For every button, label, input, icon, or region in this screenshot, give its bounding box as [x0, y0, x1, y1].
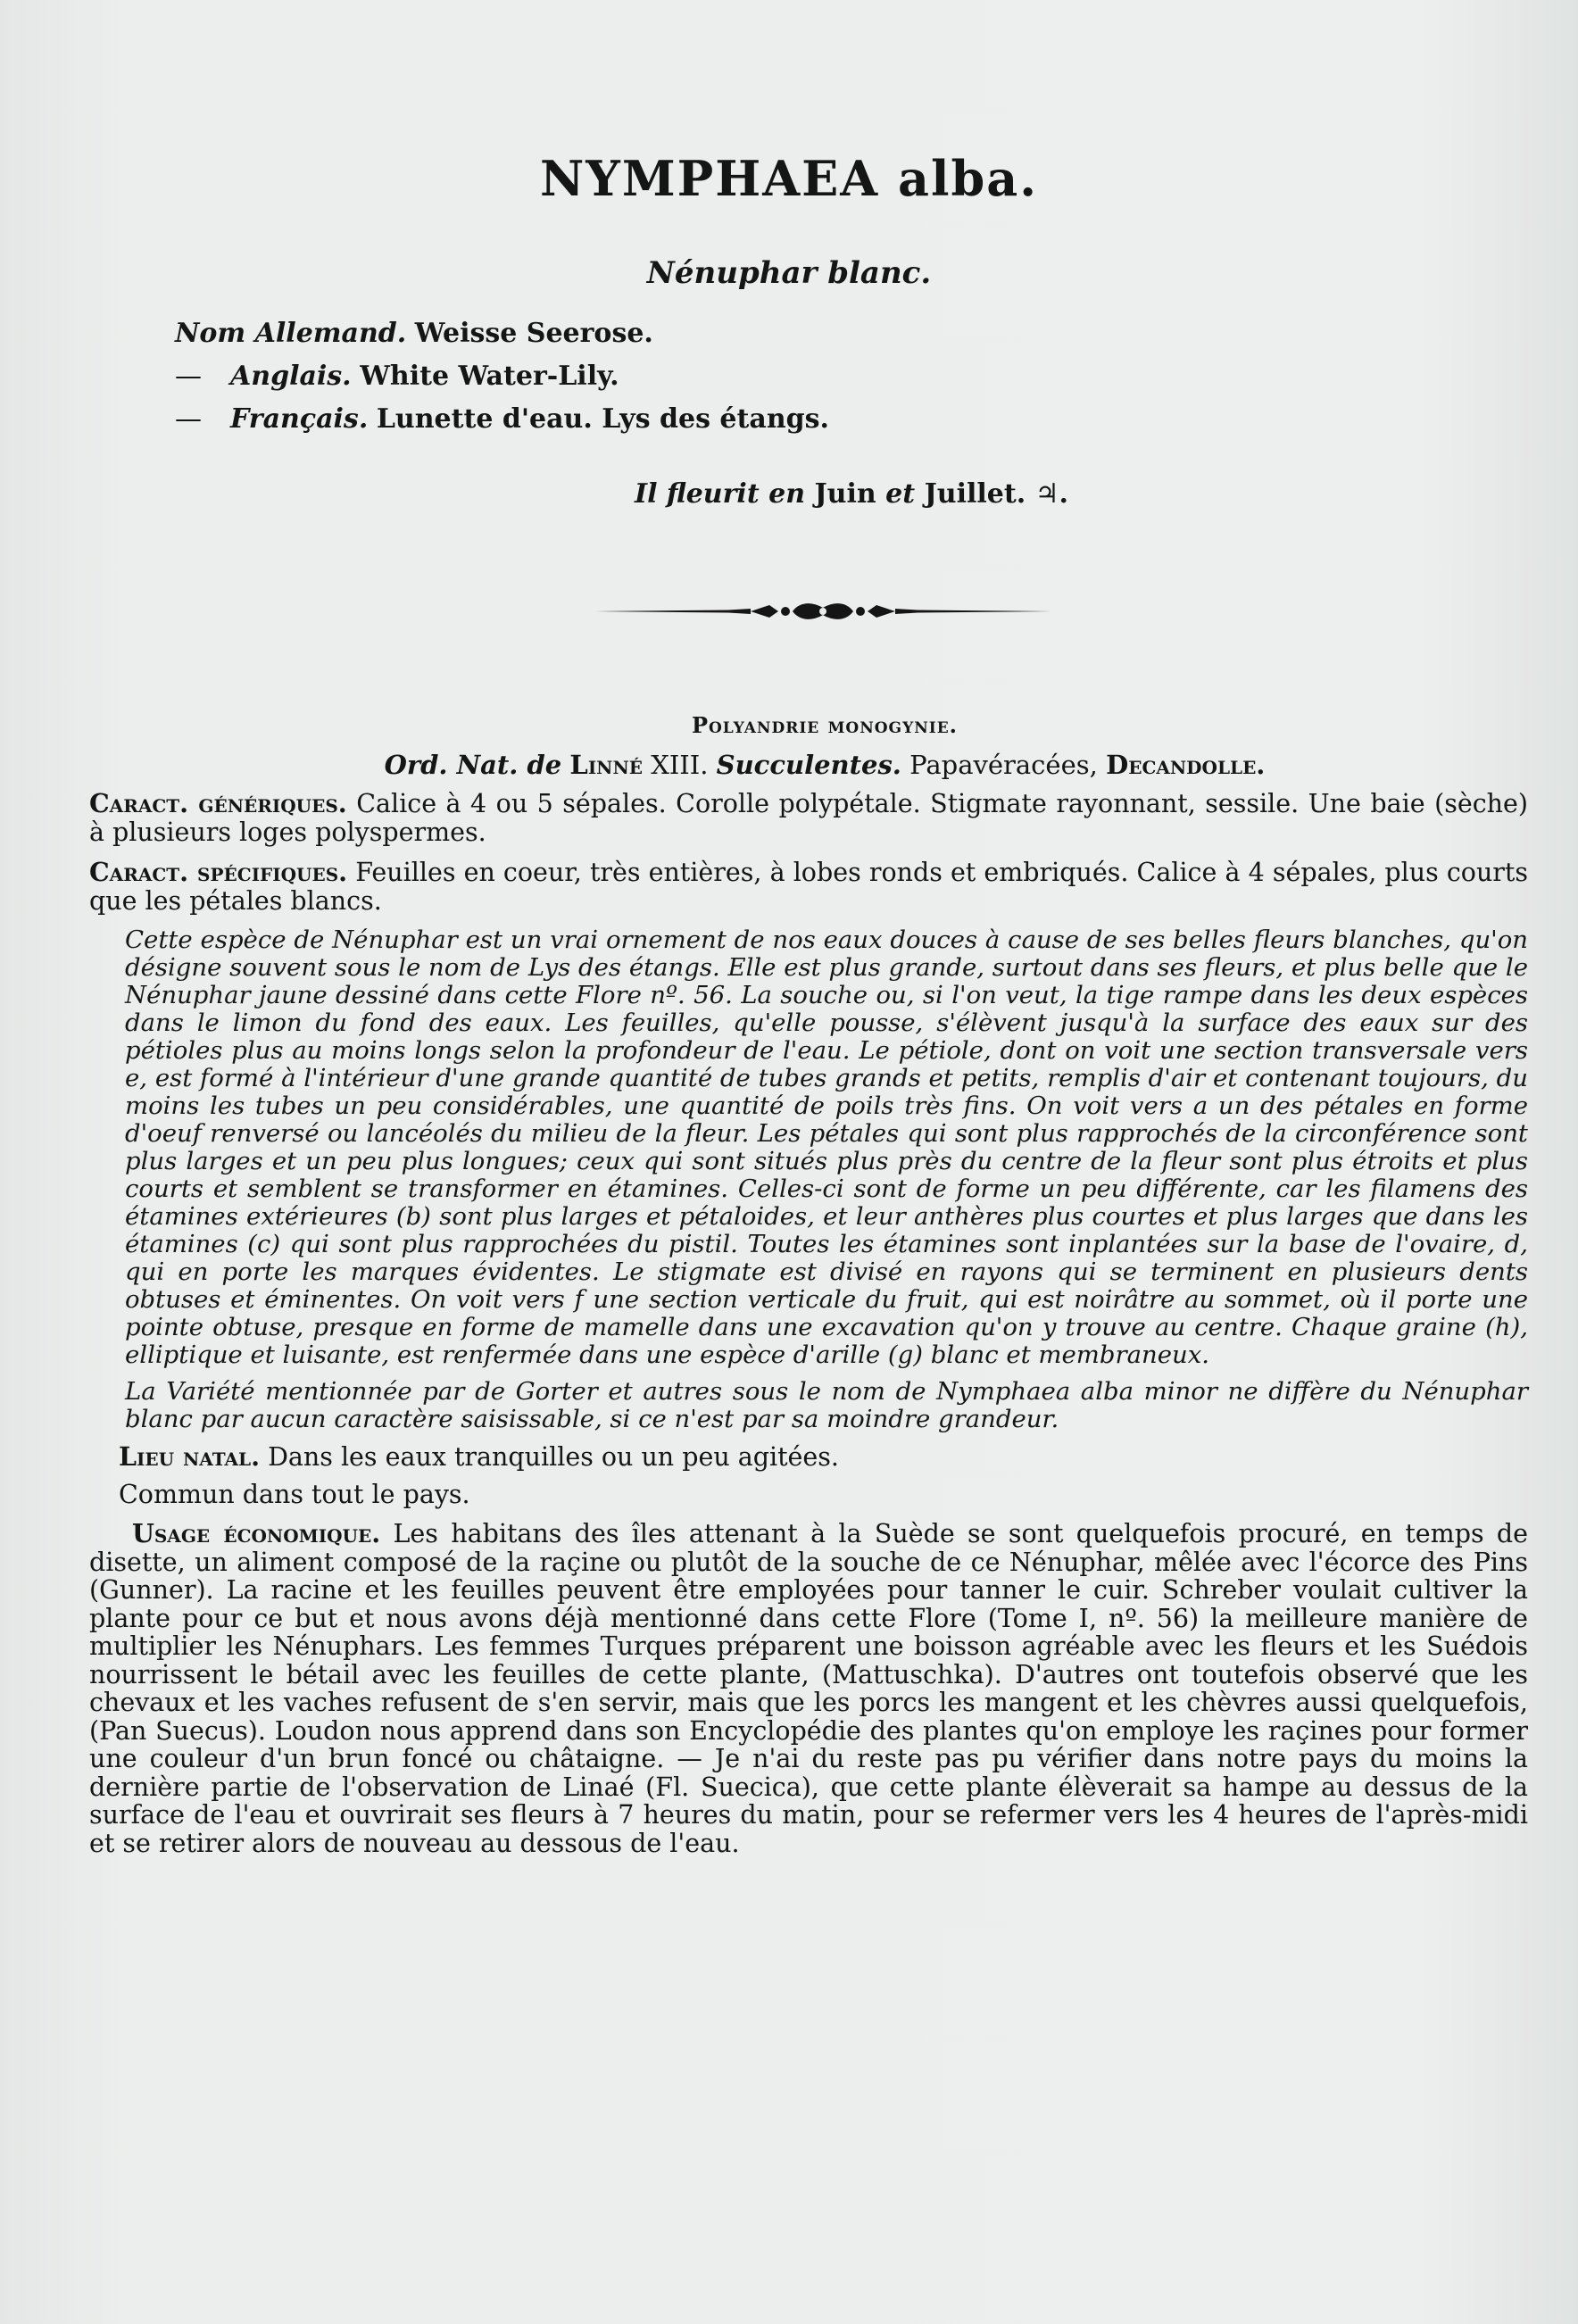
specific-text: Feuilles en coeur, très entières, à lobes ronds et embriqués. Calice à 4 sépales, plus courts que les pétales blancs. — [89, 858, 1529, 916]
french-label: Français. — [230, 403, 369, 435]
habitat-text: Dans les eaux tranquilles ou un peu agitées. — [268, 1442, 839, 1472]
order-family1: Succulentes. — [716, 750, 901, 780]
english-label: Anglais. — [230, 361, 352, 392]
french-value: Lunette d'eau. Lys des étangs. — [376, 403, 829, 435]
main-text — [89, 789, 1528, 1868]
german-value: Weisse Seerose. — [414, 318, 653, 349]
name-french — [175, 398, 829, 441]
french-dash: — — [175, 403, 202, 435]
order-prefix: Ord. Nat. de — [384, 750, 562, 780]
name-german — [175, 312, 829, 355]
natural-order — [0, 750, 1578, 780]
usage-head: Usage économique. — [132, 1518, 381, 1548]
habitat — [119, 1442, 1528, 1472]
order-linne: Linné — [569, 750, 643, 780]
flowering-month1: Juin — [814, 478, 876, 510]
flowering-month2: Juillet. — [924, 478, 1026, 510]
perennial-symbol: ♃. — [1034, 478, 1068, 510]
usage-text: Les habitans des îles attenant à la Suède se sont quelquefois procuré, en temps de disette, un aliment composé de la raçine ou plutôt de la souche de ce Nénuphar, mêlée avec l'écorce des Pins (Gunner). La racine et les feuilles peuvent être employées pour tanner le cuir. Schreber voulait cultiver la plante pour ce but et nous avons déjà mentionné dans cette Flore (Tome I, nº. 56) la meilleure manière de multiplier les Nénuphars. Les femmes Turques préparent une boisson agréable avec les fleurs et les Suédois nourrissent le bétail avec les feuilles de cette plante, (Mattuschka). D'autres ont toutefois observé que les chevaux et les vaches refusent de s'en servir, mais que les porcs les mangent et les chèvres aussi quelquefois, (Pan Suecus). Loudon nous apprend dans son Encyclopédie des plantes qu'on employe les raçines pour former une couleur d'un brun foncé ou châtaigne. — Je n'ai du reste pas pu vérifier dans notre pays du moins la dernière partie de l'observation de Linaé (Fl. Suecica), que cette plante élèverait sa hampe au dessus de la surface de l'eau et ouvrirait ses fleurs à 7 heures du matin, pour se refermer vers les 4 heures de l'après-midi et se retirer alors de nouveau au dessous de l'eau. — [89, 1519, 1529, 1858]
species-description: Cette espèce de Nénuphar est un vrai ornement de nos eaux douces à cause de ses belles fleurs blanches, qu'on désigne souvent sous le nom de Lys des étangs. Elle est plus grande, surtout dans ses fleurs, et plus belle que le Nénuphar jaune dessiné dans cette Flore nº. 56. La souche ou, si l'on veut, la tige rampe dans les deux espèces dans le limon du fond des eaux. Les feuilles, qu'elle pousse, s'élèvent jusqu'à la surface des eaux sur des pétioles plus au moins longs selon la profondeur de l'eau. Le pétiole, dont on voit une section transversale vers e, est formé à l'intérieur d'une grande quantité de tubes grands et petits, remplis d'air et contenant toujours, du moins les tubes un peu considérables, une quantité de poils très fins. On voit vers a un des pétales en forme d'oeuf renversé ou lancéolés du milieu de la fleur. Les pétales qui sont plus rapprochés de la circonférence sont plus larges et un peu plus longues; ceux qui sont situés plus près du centre de la fleur sont plus étroits et plus courts et semblent se transformer en étamines. Celles-ci sont de forme un peu différente, car les filamens des étamines extérieures (b) sont plus larges et pétaloides, et leur anthères plus courtes et plus larges que dans les étamines (c) qui sont plus rapprochées du pistil. Toutes les étamines sont inplantées sur la base de l'ovaire, d, qui en porte les marques évidentes. Le stigmate est divisé en rayons qui se terminent en plusieurs dents obtuses et éminentes. On voit vers f une section verticale du fruit, qui est noirâtre au sommet, où il porte une pointe obtuse, presque en forme de mamelle dans une excavation qu'on y trouve au centre. Chaque graine (h), elliptique et luisante, est renfermée dans une espèce d'arille (g) blanc et membraneux. — [125, 925, 1528, 1369]
english-value: White Water-Lily. — [360, 361, 619, 392]
specific-head: Caract. spécifiques. — [89, 857, 348, 887]
variety-note: La Variété mentionnée par de Gorter et autres sous le nom de Nymphaea alba minor ne diffère du Nénuphar blanc par aucun caractère saisissable, si ce n'est par sa moindre grandeur. — [125, 1377, 1528, 1433]
flowering-conj: et — [885, 478, 916, 510]
flowering-prefix: Il fleurit en — [635, 478, 806, 510]
classification: Polyandrie monogynie. — [691, 712, 959, 738]
vernacular-names — [175, 312, 829, 441]
page-subtitle: Nénuphar blanc. — [646, 255, 932, 291]
economic-usage — [89, 1520, 1528, 1857]
habitat-head: Lieu natal. — [119, 1441, 260, 1472]
order-family2: Papavéracées, — [909, 750, 1098, 780]
german-label: Nom Allemand. — [175, 318, 407, 349]
generic-head: Caract. génériques. — [89, 788, 347, 818]
ornament-divider-icon — [594, 596, 1051, 627]
specific-characters — [89, 858, 1528, 916]
english-dash: — — [175, 361, 202, 392]
order-author: Decandolle. — [1106, 750, 1266, 780]
flowering-period — [0, 478, 1578, 510]
page-title: NYMPHAEA alba. — [539, 150, 1039, 207]
order-number: XIII. — [651, 750, 709, 780]
generic-text: Calice à 4 ou 5 sépales. Corolle polypétale. Stigmate rayonnant, sessile. Une baie (sèche) à plusieurs loges polyspermes. — [89, 789, 1529, 847]
habitat-common: Commun dans tout le pays. — [119, 1480, 470, 1509]
generic-characters — [89, 789, 1528, 847]
name-english — [175, 355, 829, 398]
